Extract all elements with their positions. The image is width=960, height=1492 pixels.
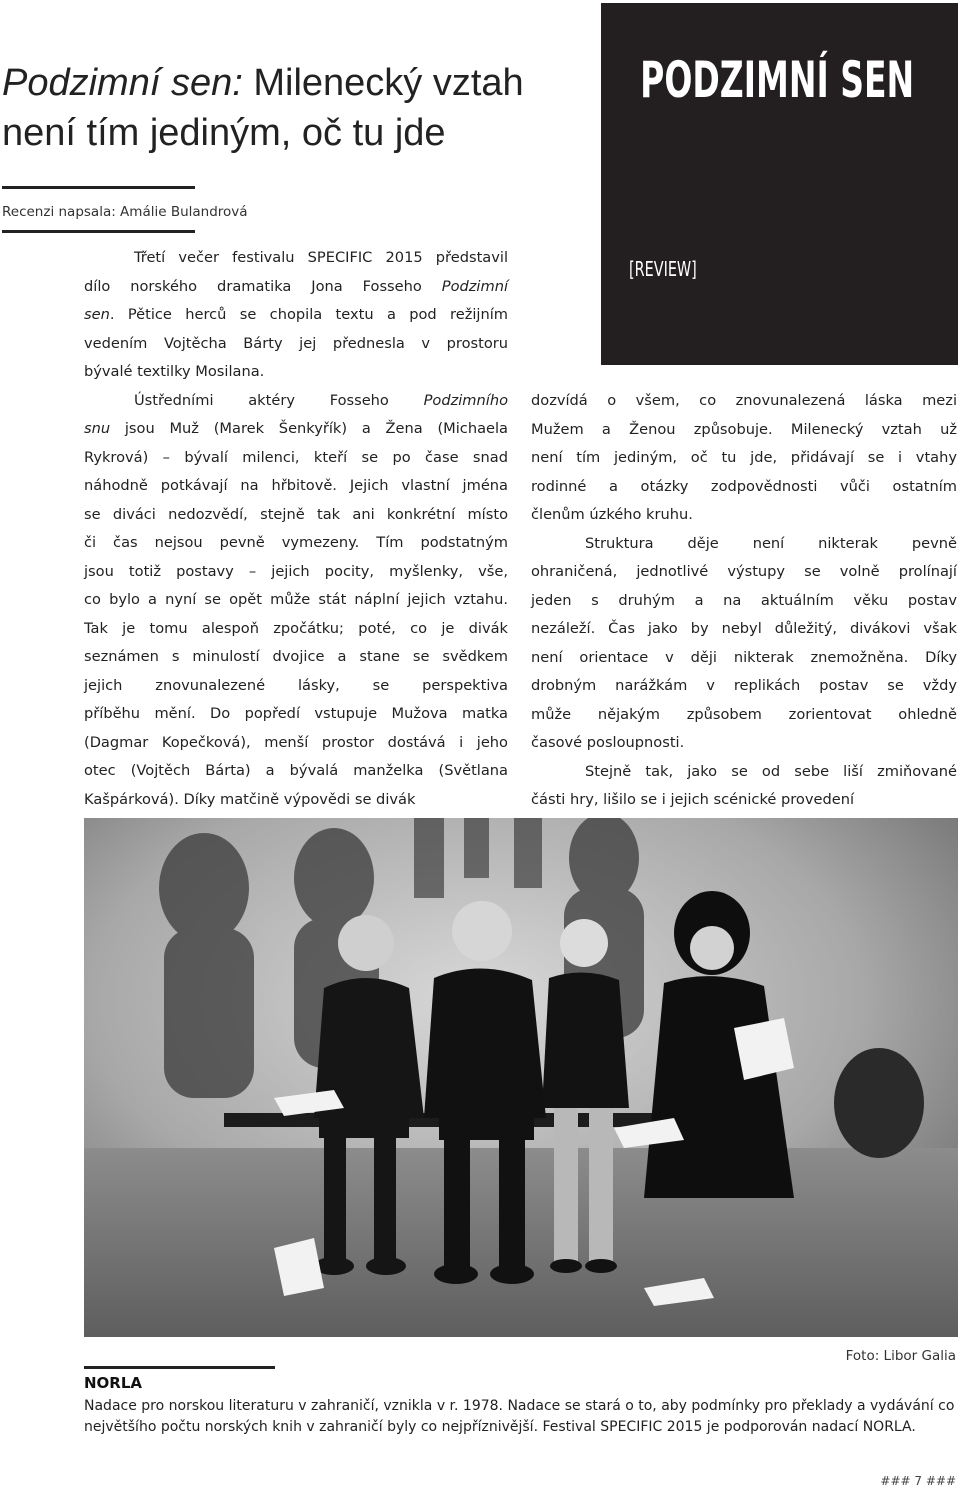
text-line: Třetí večer festivalu SPECIFIC 2015 představil (134, 249, 508, 266)
text-line: drobným narážkám v replikách postav se vždy (531, 677, 957, 694)
text-line: jejich znovunalezené lásky, se perspektiva (84, 676, 508, 694)
norla-rule (84, 1366, 275, 1369)
byline: Recenzi napsala: Amálie Bulandrová (2, 204, 248, 220)
stage-scene-image (84, 818, 958, 1337)
byline-rule-top (2, 186, 195, 189)
right-paragraph-3 (531, 758, 957, 815)
norla-heading: NORLA (84, 1374, 143, 1392)
norla-text: Nadace pro norskou literaturu v zahraničí, vznikla v r. 1978. Nadace se stará o to, aby podmínky pro překlady a vydávání co největšího počtu norských knih v zahraničí byly co nejpříznivější. Festival SPECIFIC 2015 je podporován nadací NORLA. (84, 1398, 955, 1435)
text-line: otec (Vojtěch Bárta) a bývalá manželka (Světlana (84, 762, 508, 779)
text-line: bývalé textilky Mosilana. (84, 363, 265, 380)
right-paragraph-1 (531, 387, 957, 530)
text-line: Rykrová) – bývalí milenci, kteří se po čase snad (84, 448, 508, 466)
article-title (2, 58, 602, 158)
text-line: rodinné a otázky zodpovědnosti vůči ostatním (531, 477, 957, 495)
text-line: ohraničená, jednotlivé výstupy se volně prolínají (531, 563, 957, 580)
text-line: sen. Pětice herců se chopila textu a pod režijním (84, 306, 508, 323)
performance-photo (84, 818, 958, 1337)
left-column (84, 244, 508, 814)
photo-credit: Foto: Libor Galia (845, 1348, 956, 1364)
left-paragraph-2 (84, 387, 508, 815)
text-line: jsou totiž postavy – jejich pocity, myšlenky, vše, (84, 562, 508, 580)
text-line: Tak je tomu alespoň zpočátku; poté, co je divák (84, 619, 508, 637)
text-line: se diváci nedozvědí, stejně tak ani konkrétní místo (84, 505, 508, 523)
title-line-2: není tím jediným, oč tu jde (2, 112, 446, 154)
text-line: dílo norského dramatika Jona Fosseho Podzimní (84, 277, 508, 295)
left-paragraph-1 (84, 244, 508, 387)
text-line: jeden s druhým a na aktuálním věku postav (531, 591, 957, 609)
text-line: může nějakým způsobem zorientovat ohledně (531, 705, 957, 723)
text-line: či čas nejsou pevně vymezeny. Tím podstatným (84, 534, 508, 551)
text-line: Ústředními aktéry Fosseho Podzimního (134, 391, 508, 409)
text-line: vedením Vojtěcha Bárty jej přednesla v prostoru (84, 334, 508, 352)
text-line: Mužem a Ženou způsobuje. Milenecký vztah už (531, 420, 957, 438)
text-line: (Dagmar Kopečková), menší prostor dostává i jeho (84, 733, 508, 751)
text-line: není orientace v ději nikterak znemožněna. Díky (531, 648, 957, 666)
text-line: časové posloupnosti. (531, 734, 685, 751)
text-line: části hry, lišilo se i jejich scénické provedení (531, 791, 855, 808)
text-line: Kašpárková). Díky matčině výpovědi se divák (84, 790, 416, 808)
title-rest: Milenecký vztah (242, 62, 524, 104)
title-italic: Podzimní sen: (2, 62, 243, 104)
text-line: co bylo a nyní se opět může stát náplní jejich vztahu. (84, 591, 508, 608)
text-line: členům úzkého kruhu. (531, 506, 693, 523)
section-tag: [REVIEW] (629, 257, 697, 281)
text-line: nezáleží. Čas jako by nebyl důležitý, divákovi však (531, 620, 957, 637)
text-line: příběhu mění. Do popředí vstupuje Mužova matka (84, 705, 508, 722)
text-line: Stejně tak, jako se od sebe liší zmiňované (585, 762, 957, 780)
text-line: není tím jediným, oč tu jde, přidávají se i vtahy (531, 449, 957, 466)
text-line: náhodně potkávají na hřbitově. Jejich vlastní jména (84, 477, 508, 494)
text-line: snu jsou Muž (Marek Šenkyřík) a Žena (Michaela (84, 420, 508, 437)
text-line: seznámen s minulostí dvojice a stane se svědkem (84, 648, 508, 665)
byline-rule-bottom (2, 230, 195, 233)
right-column (531, 387, 957, 815)
text-line: Struktura děje není nikterak pevně (585, 534, 957, 552)
text-line: dozvídá o všem, co znovunalezená láska mezi (531, 392, 957, 409)
section-header-box (601, 3, 958, 365)
right-paragraph-2 (531, 530, 957, 758)
section-title: PODZIMNÍ SEN (640, 51, 914, 109)
page-number: ### 7 ### (880, 1474, 956, 1488)
